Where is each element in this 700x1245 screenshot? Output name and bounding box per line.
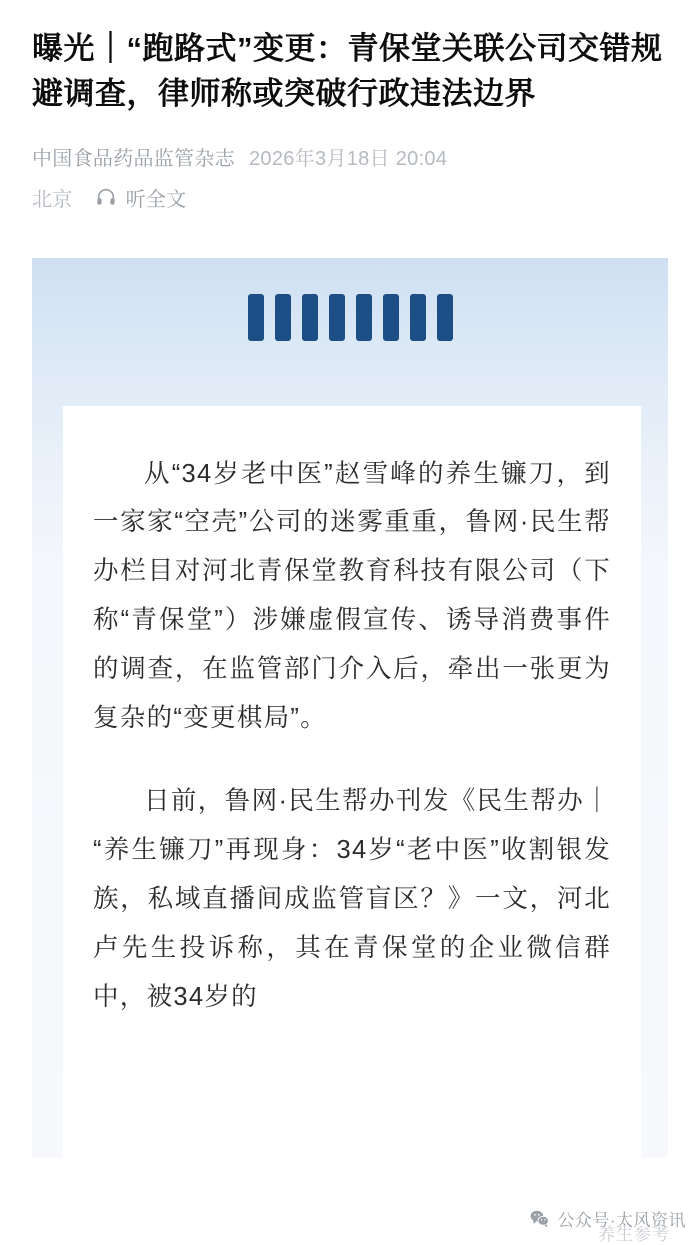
article-hero-image xyxy=(32,258,668,1158)
listen-label: 听全文 xyxy=(125,188,187,211)
quote-bar xyxy=(383,294,399,341)
page-title: 曝光｜“跑路式”变更：青保堂关联公司交错规避调查，律师称或突破行政违法边界 xyxy=(32,31,663,112)
hero-paragraph: 从“34岁老中医”赵雪峰的养生镰刀，到一家家“空壳”公司的迷雾重重，鲁网·民生帮办栏目对河北青保堂教育科技有限公司（下称“青保堂”）涉嫌虚假宣传、诱导消费事件的调查，在监管部门介入后，牵出一张更为复杂的“变更棋局”。 xyxy=(93,459,611,733)
quote-bars-decoration xyxy=(32,258,668,341)
quote-bar xyxy=(356,294,372,341)
article-source: 中国食品药品监管杂志 xyxy=(32,147,235,170)
quote-bar xyxy=(248,294,264,341)
headphone-icon xyxy=(95,186,117,208)
listen-full-text-button[interactable] xyxy=(95,183,187,212)
article-meta xyxy=(32,143,668,175)
watermark-line xyxy=(529,1206,686,1231)
quote-bar xyxy=(275,294,291,341)
article-location: 北京 xyxy=(32,188,73,211)
watermark-subtext: 养生参考 xyxy=(598,1225,670,1244)
article-meta-secondary xyxy=(32,183,668,212)
hero-paragraph: 日前，鲁网·民生帮办刊发《民生帮办｜“养生镰刀”再现身：34岁“老中医”收割银发族，私域直播间成监管盲区？》一文，河北卢先生投诉称，其在青保堂的企业微信群中，被34岁的 xyxy=(93,787,611,1012)
quote-bar xyxy=(302,294,318,341)
wechat-icon xyxy=(529,1208,550,1229)
watermark xyxy=(529,1206,686,1244)
quote-bar xyxy=(329,294,345,341)
hero-text-card xyxy=(63,406,641,1158)
quote-bar xyxy=(437,294,453,341)
article-datetime: 2026年3月18日 20:04 xyxy=(249,147,448,170)
quote-bar xyxy=(410,294,426,341)
watermark-text: 公众号·太风资讯 xyxy=(557,1211,686,1230)
